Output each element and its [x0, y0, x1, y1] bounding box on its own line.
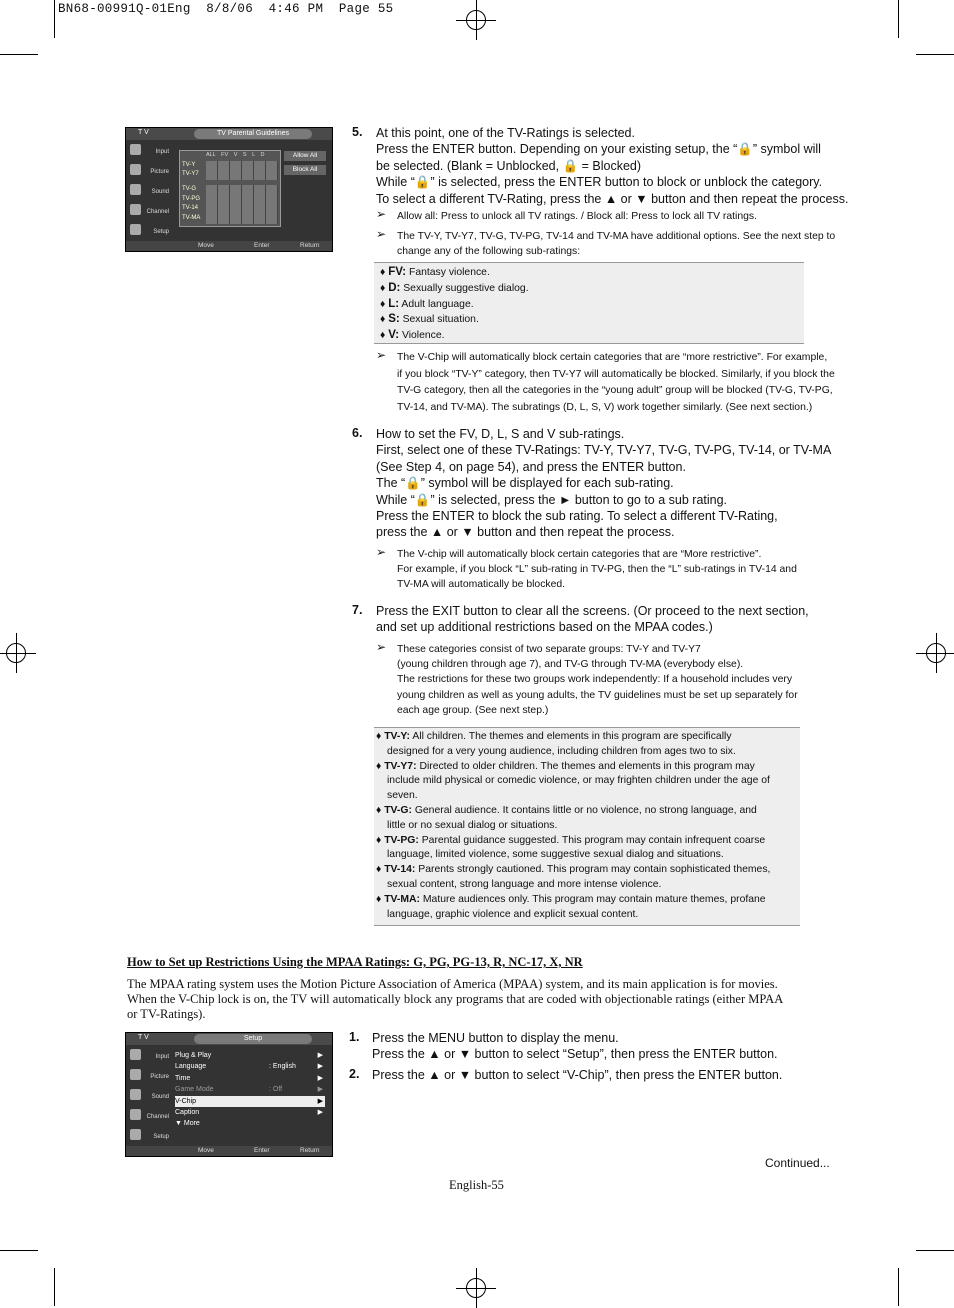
registration-mark	[916, 633, 954, 673]
crop-mark	[898, 1268, 899, 1306]
tv-label: T V	[138, 1034, 149, 1041]
note-text: Allow all: Press to unlock all TV ratings. / Block all: Press to lock all TV ratings.	[397, 211, 757, 222]
tv-side-menu: Input Picture Sound Channel Setup	[126, 1046, 174, 1146]
continued-label: Continued...	[765, 1156, 830, 1170]
menu-item[interactable]: Time ▶	[175, 1074, 323, 1082]
menu-item[interactable]: Plug & Play ▶	[175, 1052, 323, 1059]
note-arrow-icon: ➢	[376, 207, 387, 221]
step-2-text: Press the ▲ or ▼ button to select “V-Chip”, then press the ENTER button.	[372, 1068, 783, 1082]
step-number: 6.	[352, 426, 363, 440]
ratings-list: ♦ TV-Y: All children. The themes and elements in this program are specifically designed for a very young audience, including children from ages two to six. ♦ TV-Y7: Directed to older children. The themes and elements in this program may include mild physical or comedic violence, or may frighten children under the age of seven. ♦ TV-G: General audience. It contains little or no violence, no strong language, and little or no sexual dialog or situations. ♦ TV-PG: Parental guidance suggested. This program may contain infrequent coarse language, limited violence, some suggestive sexual dialog and situations. ♦ TV-14: Parents strongly cautioned. This program may contain sophisticated themes, sexual content, strong language and more intense violence. ♦ TV-MA: Mature audiences only. This program may contain mature themes, profane language, graphic violence and explicit sexual content.	[376, 731, 771, 920]
note-arrow-icon: ➢	[376, 640, 387, 654]
crop-mark	[0, 54, 38, 55]
step-number: 5.	[352, 125, 363, 139]
registration-mark	[456, 1268, 496, 1308]
step-number: 7.	[352, 603, 363, 617]
tv-label: T V	[138, 129, 149, 136]
section-heading: How to Set up Restrictions Using the MPAA Ratings: G, PG, PG-13, R, NC-17, X, NR	[127, 955, 583, 969]
tv-footer: Move Enter Return	[126, 241, 332, 251]
note-text: The V-Chip will automatically block certain categories that are “more restrictive”. For example, if you block “TV-Y” category, then TV-Y7 will automatically be blocked. Similarly, if you block the TV-G category, then all the categories in the “young adult” group will be blocked (TV-G, TV-PG, TV-14, and TV-MA). The subratings (D, L, S, V) work together similarly. (See next section.)	[397, 352, 835, 413]
note-arrow-icon: ➢	[376, 227, 387, 241]
menu-item-selected[interactable]: V-Chip ▶	[175, 1096, 325, 1107]
setup-menu-list	[175, 1050, 325, 1130]
step-1-text: Press the MENU button to display the menu. Press the ▲ or ▼ button to select “Setup”, then press the ENTER button.	[372, 1031, 778, 1062]
note-text: These categories consist of two separate groups: TV-Y and TV-Y7 (young children through age 7), and TV-G through TV-MA (everybody else). The restrictions for these two groups work independently: If a household includes very young children as well as young adults, the TV guidelines must be set up separately for each age group. (See next step.)	[397, 644, 798, 716]
crop-mark	[54, 0, 55, 38]
note-arrow-icon: ➢	[376, 348, 387, 362]
menu-item[interactable]: ▼ More	[175, 1120, 200, 1128]
ratings-grid: ALL FV V S L D TV-Y TV-Y7 TV-G TV-PG TV-14 TV-MA	[179, 150, 281, 227]
allow-all-button[interactable]: Allow All	[284, 151, 326, 161]
crop-mark	[916, 54, 954, 55]
block-all-button[interactable]: Block All	[284, 165, 326, 175]
note-arrow-icon: ➢	[376, 545, 387, 559]
menu-item[interactable]: Language : English ▶	[175, 1063, 323, 1071]
tv-setup-screen	[125, 1032, 333, 1157]
section-paragraph: The MPAA rating system uses the Motion Picture Association of America (MPAA) system, and its main application is for movies. When the V-Chip lock is on, the TV will automatically block any programs that are coded with objectionable ratings (either MPAA or TV-Ratings).	[127, 977, 784, 1021]
note-text: The TV-Y, TV-Y7, TV-G, TV-PG, TV-14 and TV-MA have additional options. See the next step to change any of the following sub-ratings:	[397, 231, 836, 258]
crop-mark	[0, 1250, 38, 1251]
menu-title: Setup	[194, 1034, 312, 1044]
note-text: The V-chip will automatically block certain categories that are “More restrictive”. For example, if you block “L” sub-rating in TV-PG, then the “L” sub-ratings in TV-14 and TV-MA will automatically be blocked.	[397, 549, 797, 591]
step-6-text: How to set the FV, D, L, S and V sub-ratings. First, select one of these TV-Ratings: TV-Y, TV-Y7, TV-G, TV-PG, TV-14, or TV-MA (See Step 4, on page 54), and press the ENTER button. The “🔒” symbol will be displayed for each sub-rating. While “🔒” is selected, press the ► button to go to a sub rating. Press the ENTER to block the sub rating. To select a different TV-Rating, press the ▲ or ▼ button and then repeat the process.	[376, 427, 832, 540]
step-5-text: At this point, one of the TV-Ratings is selected. Press the ENTER button. Depending on your existing setup, the “🔒” symbol will be selected. (Blank = Unblocked, 🔒 = Blocked) While “🔒” is selected, press the ENTER button to block or unblock the category. To select a different TV-Rating, press the ▲ or ▼ button and then repeat the process.	[376, 126, 849, 206]
tv-side-menu: Input Picture Sound Channel Setup	[126, 141, 174, 241]
registration-mark	[0, 633, 36, 673]
page-number: English-55	[449, 1178, 504, 1192]
menu-title: TV Parental Guidelines	[194, 129, 312, 139]
step-number: 1.	[349, 1030, 360, 1044]
tv-parental-guidelines-screen	[125, 127, 333, 252]
crop-mark	[54, 1268, 55, 1306]
subratings-list: ♦ FV: Fantasy violence. ♦ D: Sexually suggestive dialog. ♦ L: Adult language. ♦ S: Sexual situation. ♦ V: Violence.	[380, 266, 529, 342]
registration-mark	[456, 0, 496, 40]
tv-footer: Move Enter Return	[126, 1146, 332, 1156]
crop-mark	[898, 0, 899, 38]
step-number: 2.	[349, 1067, 360, 1081]
menu-item[interactable]: Caption ▶	[175, 1109, 323, 1117]
crop-mark	[916, 1250, 954, 1251]
step-7-text: Press the EXIT button to clear all the screens. (Or proceed to the next section, and set up additional restrictions based on the MPAA codes.)	[376, 604, 809, 635]
menu-item[interactable]: Game Mode : Off ▶	[175, 1086, 323, 1094]
print-slug: BN68-00991Q-01Eng 8/8/06 4:46 PM Page 55	[58, 2, 394, 16]
